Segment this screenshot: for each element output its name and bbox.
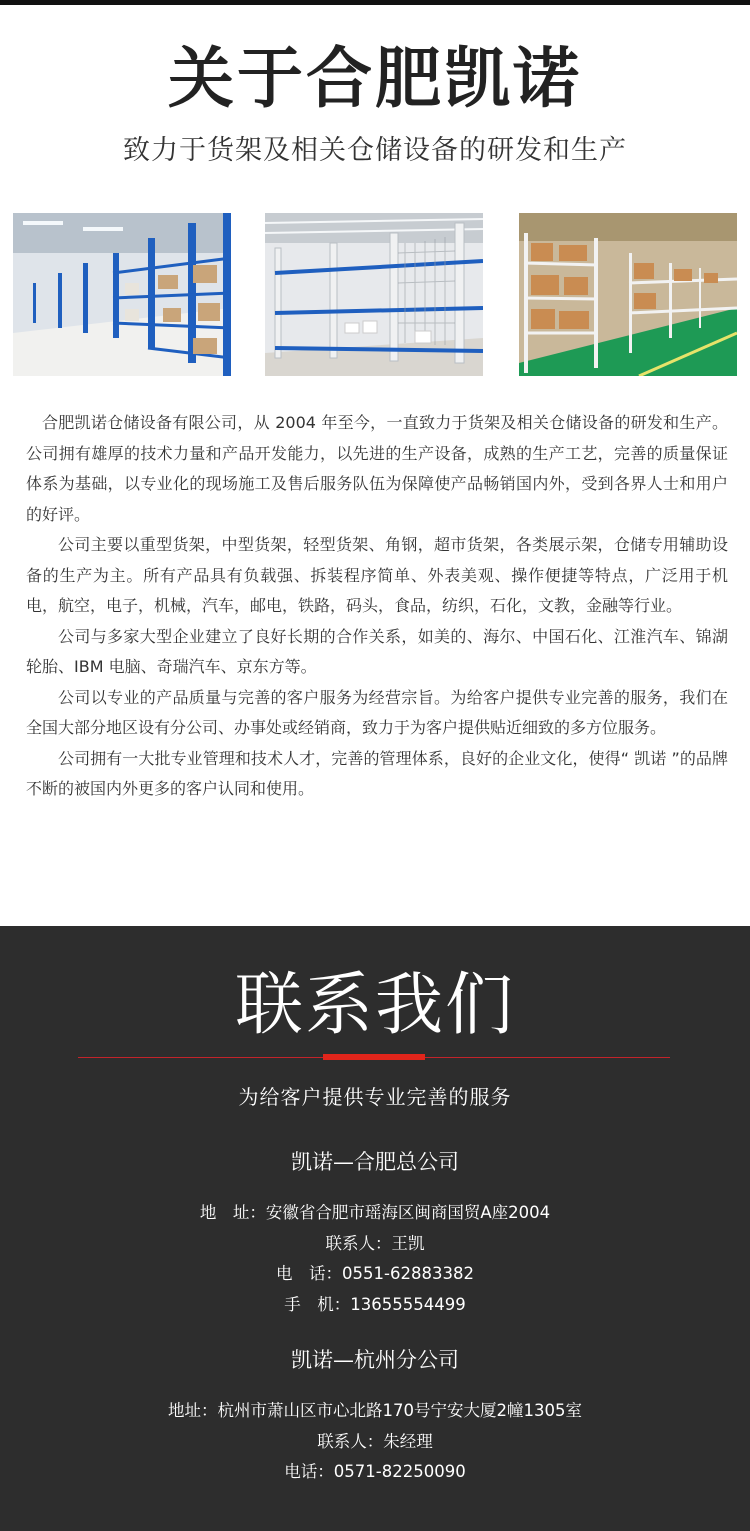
office-contact-person: 联系人：王凯	[325, 1233, 425, 1253]
contact-title: 联系我们	[234, 966, 515, 1045]
office-contact-person: 联系人：朱经理	[317, 1431, 433, 1451]
warehouse-photo-green-floor	[519, 213, 737, 376]
intro-paragraph: 公司拥有一大批专业管理和技术人才，完善的管理体系，良好的企业文化，使得“ 凯诺 ”的品牌不断的被国内外更多的客户认同和使用。	[26, 748, 728, 798]
about-subtitle: 致力于货架及相关仓储设备的研发和生产	[123, 135, 627, 166]
office-name: 凯诺—杭州分公司	[291, 1348, 459, 1372]
intro-paragraph: 公司主要以重型货架，中型货架，轻型货架、角钢，超市货架，各类展示架，仓储专用辅助设备的生产为主。所有产品具有负载强、拆装程序简单、外表美观、操作便捷等特点，广泛用于机电，航空，电子，机械，汽车，邮电，铁路，码头，食品，纺织，石化，文教，金融等行业。	[26, 535, 728, 615]
office-name: 凯诺—合肥总公司	[291, 1150, 459, 1174]
office-hangzhou	[0, 1346, 750, 1488]
office-address: 地址：杭州市萧山区市心北路170号宁安大厦2幢1305室	[168, 1401, 582, 1420]
contact-slogan: 为给客户提供专业完善的服务	[238, 1085, 512, 1109]
intro-paragraph: 公司以专业的产品质量与完善的客户服务为经营宗旨。为给客户提供专业完善的服务，我们在全国大部分地区设有分公司、办事处或经销商，致力于为客户提供贴近细致的多方位服务。	[26, 687, 728, 737]
office-phone: 电话：0571-82250090	[284, 1462, 466, 1481]
intro-paragraph: 公司与多家大型企业建立了良好长期的合作关系，如美的、海尔、中国石化、江淮汽车、锦湖轮胎、IBM 电脑、奇瑞汽车、京东方等。	[26, 626, 728, 676]
about-title: 关于合肥凯诺	[168, 40, 582, 117]
contact-section	[0, 926, 750, 1531]
warehouse-photo-mesh-racks	[265, 213, 483, 376]
title-divider-accent	[323, 1054, 425, 1060]
office-hefei	[0, 1148, 750, 1320]
office-phone: 电 话：0551-62883382	[276, 1264, 474, 1283]
intro-paragraph: 合肥凯诺仓储设备有限公司，从 2004 年至今，一直致力于货架及相关仓储设备的研发和生产。公司拥有雄厚的技术力量和产品开发能力，以先进的生产设备，成熟的生产工艺，完善的质量保证体系为基础，以专业化的现场施工及售后服务队伍为保障使产品畅销国内外，受到各界人士和用户的好评。	[26, 413, 728, 524]
about-section	[0, 5, 750, 926]
warehouse-photo-blue-racks	[13, 213, 231, 376]
office-mobile: 手 机：13655554499	[284, 1294, 466, 1314]
company-introduction	[26, 408, 728, 805]
office-address: 地 址：安徽省合肥市瑶海区闽商国贸A座2004	[199, 1203, 551, 1222]
